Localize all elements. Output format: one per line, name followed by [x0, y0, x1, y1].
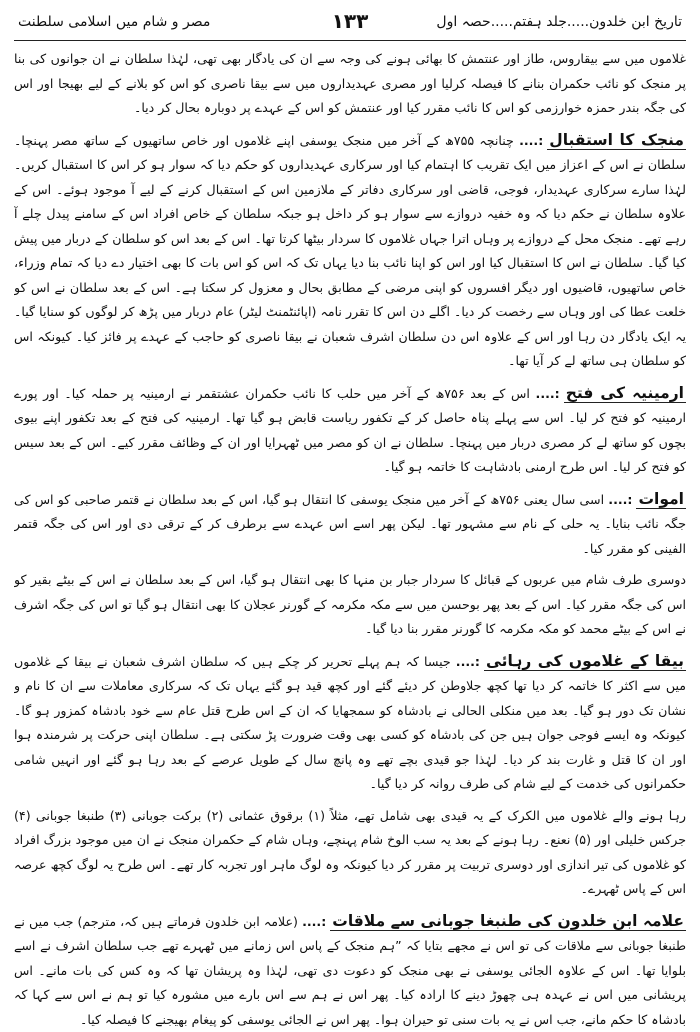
paragraph-text: غلاموں میں سے بیقاروس، طاز اور عنتمش کا بھائی ہونے کی وجہ سے ان کی یادگار بھی تھی، لہٰذا سلطان نے ان جوانوں کی بنا پر منجک کو نائب حکمران بنانے کا فیصلہ کرلیا اور مصری عہدیداروں میں سے بیقا ناصری کو اس کو بلانے کے لیے بھیجا اور اس کی جگہ بندر حمزہ خوارزمی کو اس کا نائب مقرر کیا اور عنتمش کو اس کے عہدے پر دوبارہ بحال کر دیا۔	[14, 51, 686, 115]
paragraph-text: اسی سال یعنی ۷۵۶ھ کے آخر میں منجک یوسفی کا انتقال ہو گیا، اس کے بعد سلطان نے قتمر صاحبی کو اس کی جگہ نائب بنایا۔ یہ حلی کے نام سے مشہور تھا۔ لیکن پھر اسے اس عہدے سے برطرف کر کے ترقی دی اور اس کی جگہ قتمر الفینی کو مقرر کیا۔	[14, 492, 686, 556]
paragraph: علامہ ابن خلدون کی طنبغا جوبانی سے ملاقات:.... (علامہ ابن خلدون فرماتے ہیں کہ، مترجم) جب میں نے طنبغا جوبانی سے ملاقات کی تو اس نے مجھے بتایا کہ ”ہم منجک کے پاس اس زمانے میں ٹھہرے تھے جب سلطان اشرف نے اسے بلوایا تھا۔ اس کے علاوہ الجائی یوسفی نے بھی منجک کو دعوت دی تھی، لہٰذا وہ پریشان تھا کہ وہ کس کی بات مانے۔ اس پریشانی میں اس نے عہدہ ہی چھوڑ دینے کا ارادہ کیا۔ پھر اس نے ہم سے اس بارے میں مشورہ کیا تو ہم نے اس سے کہا کہ بادشاہ کا حکم مانے، جب اس نے یہ بات سنی تو حیران ہوا۔ پھر اس نے الجائی یوسفی کو پیغام بھیجنے کا فیصلہ کیا۔	[14, 909, 686, 1032]
paragraph	[14, 47, 686, 121]
section-heading: بیقا کے غلاموں کی رہائی	[484, 652, 686, 671]
page-body	[14, 41, 686, 1032]
section-heading: اموات	[636, 490, 686, 509]
paragraph: ارمینیہ کی فتح:.... اس کے بعد ۷۵۶ھ کے آخر میں حلب کا نائب حکمران عشتقمر نے ارمینیہ پر حملہ کیا۔ اور پورے ارمینیہ کو فتح کر لیا۔ اس سے پہلے پناہ حاصل کر کے تکفور ریاست قابض ہو گیا تھا۔ ارمینیہ کی فتح کے بعد تکفور اپنے بیوی بچوں کو ساتھ لے کر مصری دربار میں پہنچا۔ سلطان نے ان کو مصر میں ٹھہرایا اور ان کے وظائف مقرر کیے۔ اس کے بعد سیس کو فتح کر لیا۔ اس طرح ارمنی بادشاہت کا خاتمہ ہو گیا۔	[14, 381, 686, 480]
paragraph: منجک کا استقبال:.... چنانچہ ۷۵۵ھ کے آخر میں منجک یوسفی اپنے غلاموں اور خاص ساتھیوں کے ساتھ مصر پہنچا۔ سلطان نے اس کے اعزاز میں ایک تقریب کا اہتمام کیا اور سرکاری عہدیداروں کو حکم دیا کہ سوار ہو کر اس کا استقبال کریں۔ لہٰذا سارے سرکاری عہدیدار، فوجی، قاضی اور سرکاری دفاتر کے ملازمین اس کے استقبال کرنے کے لیے آ موجود ہوئے۔ اس کے علاوہ سلطان نے حکم دیا کہ وہ خفیہ دروازے سے سوار ہو کر داخل ہو جبکہ سلطان کے خاص افراد اس کے سامنے پیدل چلے آ رہے تھے۔ منجک محل کے دروازے پر وہاں اترا جہاں غلاموں کا سردار بیٹھا کرتا تھا۔ اس کے بعد اس کو سلطان کے دربار میں پیش کیا گیا۔ سلطان نے اس کا استقبال کیا اور اس کو اپنا نائب بنا دیا یہاں تک کہ اس کو اس بات کا بھی اختیار دے دیا کہ تمام وزراء، خاص ساتھیوں، قاضیوں اور دیگر افسروں کو اپنی مرضی کے مطابق بحال و معزول کر سکتا ہے۔ اس کے بعد سلطان نے اس کو خلعت عطا کی اور وہاں سے رخصت کر دیا۔ اگلے دن اس کا تقرر نامہ (اپائنٹمنٹ لیٹر) عام دربار میں پڑھ کر لوگوں کو سنایا گیا۔ یہ ایک یادگار دن رہا اور اس کے علاوہ اس دن سلطان اشرف شعبان نے بیقا ناصری کو حاجب کے عہدے پر فائز کیا۔ کیونکہ اس کو سلطان ہی ساتھ لے کر آیا تھا۔	[14, 128, 686, 374]
paragraph	[14, 568, 686, 642]
section-heading: علامہ ابن خلدون کی طنبغا جوبانی سے ملاقات	[330, 912, 686, 931]
page-number: ۱۳۳	[332, 9, 369, 33]
section-heading: منجک کا استقبال	[547, 131, 686, 150]
paragraph-text: رہا ہونے والے غلاموں میں الکرک کے یہ قیدی بھی شامل تھے، مثلاً (۱) برقوق عثمانی (۲) برکت جوبانی (۳) طنبغا جوبانی (۴) جرکس خلیلی اور (۵) نعنع۔ رہا ہونے کے بعد یہ سب الوخ شام پہنچے، وہاں شام کے حکمران منجک نے ان میں موجود بزرگ افراد کو غلاموں کی تیر اندازی اور دوسری تربیت پر مقرر کر دیا کیونکہ وہ لوگ ماہر اور تجربہ کار تھے۔ اس طرح یہ لوگ کچھ عرصہ اس کے پاس ٹھہرے۔	[14, 808, 686, 897]
book-title: تاریخ ابن خلدون.....جلد ہفتم.....حصہ اول	[436, 14, 682, 30]
paragraph: اموات:.... اسی سال یعنی ۷۵۶ھ کے آخر میں منجک یوسفی کا انتقال ہو گیا، اس کے بعد سلطان نے قتمر صاحبی کو اس کی جگہ نائب بنایا۔ یہ حلی کے نام سے مشہور تھا۔ لیکن پھر اسے اس عہدے سے برطرف کر کے ترقی دی اور اس کی جگہ قتمر الفینی کو مقرر کیا۔	[14, 487, 686, 562]
paragraph-text: جیسا کہ ہم پہلے تحریر کر چکے ہیں کہ سلطان اشرف شعبان نے بیقا کے غلاموں میں سے اکثر کا خاتمہ کر دیا تھا کچھ جلاوطن کر دیئے گئے اور کچھ قید ہو گئے یہاں تک کہ سرکاری معاملات سے ان کا نام و نشان تک دور ہو گیا۔ بعد میں منکلی الحالی نے بادشاہ کو سمجھایا کہ ان کے اس طرح قتل عام سے خود بادشاہ کمزور ہو گا۔ کیونکہ وہ ایسے فوجی جوان ہیں جن کی بادشاہ کو کسی بھی وقت ضرورت پڑ سکتی ہے۔ سلطان اپنی حرکت پر شرمندہ ہوا اور ان کا قتل و غارت بند کر دیا۔ لہٰذا جو قیدی بچے تھے وہ پانچ سال کے طویل عرصے کے بعد رہا ہو گئے اور انہیں شامی حکمرانوں کی خدمت کے لیے شام کی طرف روانہ کر دیا گیا۔	[14, 654, 686, 792]
paragraph	[14, 804, 686, 902]
page-header	[14, 6, 686, 41]
paragraph-text: چنانچہ ۷۵۵ھ کے آخر میں منجک یوسفی اپنے غلاموں اور خاص ساتھیوں کے ساتھ مصر پہنچا۔ سلطان نے اس کے اعزاز میں ایک تقریب کا اہتمام کیا اور سرکاری عہدیداروں کو حکم دیا کہ سوار ہو کر اس کا استقبال کریں۔ لہٰذا سارے سرکاری عہدیدار، فوجی، قاضی اور سرکاری دفاتر کے ملازمین اس کے استقبال کرنے کے لیے آ موجود ہوئے۔ اس کے علاوہ سلطان نے حکم دیا کہ وہ خفیہ دروازے سے سوار ہو کر داخل ہو جبکہ سلطان کے خاص افراد اس کے سامنے پیدل چلے آ رہے تھے۔ منجک محل کے دروازے پر وہاں اترا جہاں غلاموں کا سردار بیٹھا کرتا تھا۔ اس کے بعد اس کو سلطان کے دربار میں پیش کیا گیا۔ سلطان نے اس کا استقبال کیا اور اس کو اپنا نائب بنا دیا یہاں تک کہ اس کو اس بات کا بھی اختیار دے دیا کہ تمام وزراء، خاص ساتھیوں، قاضیوں اور دیگر افسروں کو اپنی مرضی کے مطابق بحال و معزول کر سکتا ہے۔ اس کے بعد سلطان نے اس کو خلعت عطا کی اور وہاں سے رخصت کر دیا۔ اگلے دن اس کا تقرر نامہ (اپائنٹمنٹ لیٹر) عام دربار میں پڑھ کر لوگوں کو سنایا گیا۔ یہ ایک یادگار دن رہا اور اس کے علاوہ اس دن سلطان اشرف شعبان نے بیقا ناصری کو حاجب کے عہدے پر فائز کیا۔ کیونکہ اس کو سلطان ہی ساتھ لے کر آیا تھا۔	[14, 133, 686, 369]
paragraph-text: اس کے بعد ۷۵۶ھ کے آخر میں حلب کا نائب حکمران عشتقمر نے ارمینیہ پر حملہ کیا۔ اور پورے ارمینیہ کو فتح کر لیا۔ اس سے پہلے پناہ حاصل کر کے تکفور ریاست قابض ہو گیا تھا۔ ارمینیہ کی فتح کے بعد تکفور اپنے بیوی بچوں کو ساتھ لے کر مصری دربار میں پہنچا۔ سلطان نے ان کو مصر میں ٹھہرایا اور ان کے وظائف مقرر کیے۔ اس کے بعد سیس کو فتح کر لیا۔ اس طرح ارمنی بادشاہت کا خاتمہ ہو گیا۔	[14, 386, 686, 475]
section-heading: ارمینیہ کی فتح	[564, 384, 686, 403]
paragraph-text: (علامہ ابن خلدون فرماتے ہیں کہ، مترجم) جب میں نے طنبغا جوبانی سے ملاقات کی تو اس نے مجھے بتایا کہ ”ہم منجک کے پاس اس زمانے میں ٹھہرے تھے جب سلطان اشرف نے اسے بلوایا تھا۔ اس کے علاوہ الجائی یوسفی نے بھی منجک کو دعوت دی تھی، لہٰذا وہ پریشان تھا کہ وہ کس کی بات مانے۔ اس پریشانی میں اس نے عہدہ ہی چھوڑ دینے کا ارادہ کیا۔ پھر اس نے ہم سے اس بارے میں مشورہ کیا تو ہم نے اس سے کہا کہ بادشاہ کا حکم مانے، جب اس نے یہ بات سنی تو حیران ہوا۔ پھر اس نے الجائی یوسفی کو پیغام بھیجنے کا فیصلہ کیا۔	[14, 914, 686, 1027]
chapter-title: مصر و شام میں اسلامی سلطنت	[18, 14, 210, 30]
paragraph: بیقا کے غلاموں کی رہائی:.... جیسا کہ ہم پہلے تحریر کر چکے ہیں کہ سلطان اشرف شعبان نے بیقا کے غلاموں میں سے اکثر کا خاتمہ کر دیا تھا کچھ جلاوطن کر دیئے گئے اور کچھ قید ہو گئے یہاں تک کہ سرکاری معاملات سے ان کا نام و نشان تک دور ہو گیا۔ بعد میں منکلی الحالی نے بادشاہ کو سمجھایا کہ ان کے اس طرح قتل عام سے خود بادشاہ کمزور ہو گا۔ کیونکہ وہ ایسے فوجی جوان ہیں جن کی بادشاہ کو کسی بھی وقت ضرورت پڑ سکتی ہے۔ سلطان اپنی حرکت پر شرمندہ ہوا اور ان کا قتل و غارت بند کر دیا۔ لہٰذا جو قیدی بچے تھے وہ پانچ سال کے طویل عرصے کے بعد رہا ہو گئے اور انہیں شامی حکمرانوں کی خدمت کے لیے شام کی طرف روانہ کر دیا گیا۔	[14, 649, 686, 797]
paragraph-text: دوسری طرف شام میں عربوں کے قبائل کا سردار جبار بن منہا کا بھی انتقال ہو گیا، اس کے بعد سلطان نے اس کے بیٹے بقیر کو اس کی جگہ مقرر کیا۔ اس کے بعد پھر بوحسن میں سے مکہ مکرمہ کے گورنر عجلان کا بھی انتقال ہو گیا تو اس کی جگہ اشرف نے اس کے بیٹے محمد کو مکہ مکرمہ کا گورنر مقرر بنا دیا گیا۔	[14, 572, 686, 636]
